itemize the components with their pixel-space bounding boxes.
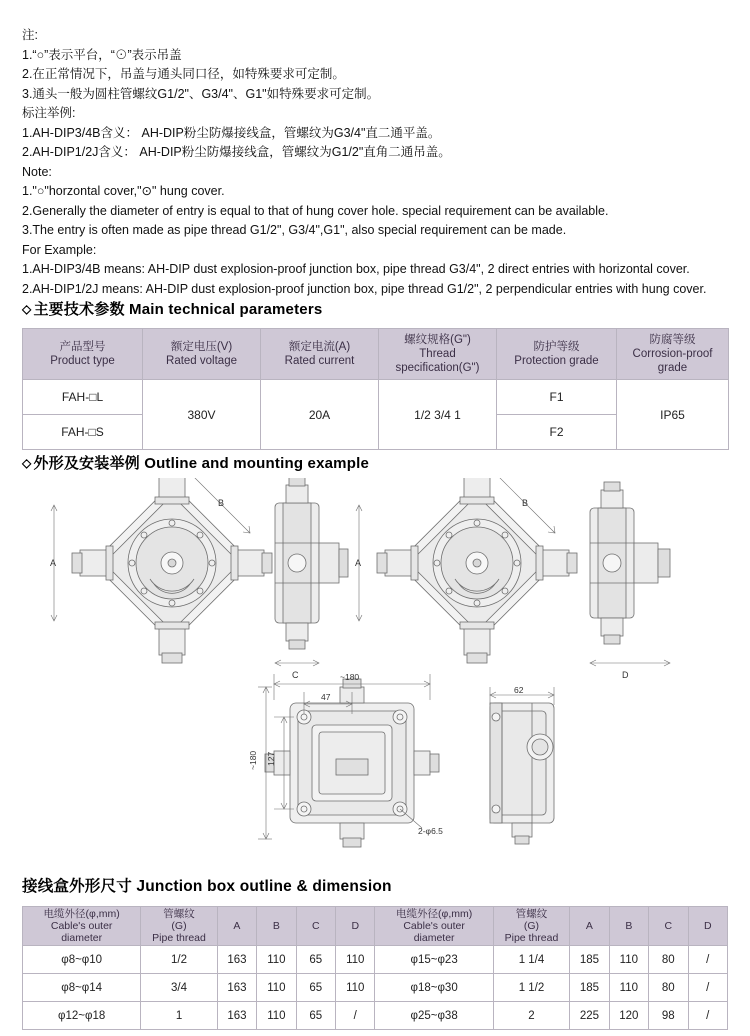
cell-pipe-thread: 1 [141, 1002, 217, 1030]
column-header-c-right: C [649, 907, 688, 946]
column-header-rated-current: 额定电流(A) Rated current [261, 329, 379, 380]
cell-thread-spec: 1/2 3/4 1 [379, 380, 497, 450]
cell-pipe-thread: 1 1/4 [493, 946, 569, 974]
column-header-b-right: B [609, 907, 648, 946]
cell-b: 110 [257, 1002, 296, 1030]
note-line: 2.Generally the diameter of entry is equal to that of hung cover hole. special requirement can be available. [22, 203, 609, 218]
cell-b: 110 [257, 946, 296, 974]
cell-b: 110 [257, 974, 296, 1002]
cell-a: 163 [217, 1002, 256, 1030]
note-line: 1.“○”表示平台，“⊙”表示吊盖 [22, 47, 182, 62]
cell-d: 110 [336, 946, 375, 974]
section-heading-dimension-text: 接线盒外形尺寸 Junction box outline & dimension [22, 878, 392, 895]
column-header-pipe-thread-right: 管螺纹 (G) Pipe thread [493, 907, 569, 946]
column-header-protection-grade: 防护等级 Protection grade [497, 329, 617, 380]
notes-block [22, 26, 728, 299]
label-a-top-left: A [50, 558, 57, 568]
cell-c: 65 [296, 946, 335, 974]
column-header-rated-voltage: 额定电压(V) Rated voltage [143, 329, 261, 380]
cell-b: 110 [609, 974, 648, 1002]
technical-drawings-svg [22, 478, 728, 853]
section-heading-dimension [22, 874, 392, 896]
cell-a: 185 [570, 946, 609, 974]
cell-cable-diameter: φ12~φ18 [23, 1002, 141, 1030]
column-header-pipe-thread-left: 管螺纹 (G) Pipe thread [141, 907, 217, 946]
cell-d: / [688, 1002, 728, 1030]
note-line: For Example: [22, 242, 97, 257]
note-line: 标注举例: [22, 106, 76, 120]
table-row [23, 380, 729, 415]
cell-cable-diameter: φ8~φ14 [23, 974, 141, 1002]
dim-180-top: ~180 [340, 672, 360, 682]
diamond-bullet-icon: ◇ [22, 456, 32, 470]
cell-product-type: FAH-□S [23, 415, 143, 450]
column-header-d-left: D [336, 907, 375, 946]
table-header-row [23, 907, 728, 946]
cell-cable-diameter: φ25~φ38 [375, 1002, 493, 1030]
cell-pipe-thread: 1 1/2 [493, 974, 569, 1002]
column-header-thread-specification: 螺纹规格(G") Thread specification(G") [379, 329, 497, 380]
section-heading-outline-text: 外形及安装举例 Outline and mounting example [33, 455, 369, 472]
table-row [23, 1002, 728, 1030]
cell-protection-grade: F2 [497, 415, 617, 450]
cell-a: 163 [217, 974, 256, 1002]
cell-cable-diameter: φ15~φ23 [375, 946, 493, 974]
column-header-cable-diameter-right: 电缆外径(φ,mm) Cable's outer diameter [375, 907, 493, 946]
cell-b: 120 [609, 1002, 648, 1030]
note-line: 2.AH-DIP1/2J含义： AH-DIP粉尘防爆接线盒，管螺纹为G1/2"直角二通吊盖。 [22, 145, 451, 159]
section-heading-parameters-text: 主要技术参数 Main technical parameters [33, 301, 323, 318]
label-d-top-right: D [622, 670, 629, 680]
note-line: 3.通头一般为圆柱管螺纹G1/2"、G3/4"、G1"如特殊要求可定制。 [22, 86, 380, 101]
cell-a: 225 [570, 1002, 609, 1030]
note-line: 2.在正常情况下，吊盖与通头同口径，如特殊要求可定制。 [22, 67, 345, 81]
cell-d: / [688, 946, 728, 974]
table-header-row [23, 329, 729, 380]
dim-180-side: ~180 [248, 750, 258, 770]
drawing-top-left-side [275, 478, 348, 666]
cell-rated-current: 20A [261, 380, 379, 450]
main-technical-parameters-table [22, 328, 729, 450]
note-line: 1."○"horzontal cover,"⊙" hung cover. [22, 184, 225, 198]
diamond-bullet-icon: ◇ [22, 302, 32, 316]
drawing-top-right-side [590, 482, 670, 666]
column-header-c-left: C [296, 907, 335, 946]
table-row [23, 974, 728, 1002]
dim-127: 127 [266, 751, 276, 766]
dim-hole-note: 2-φ6.5 [418, 826, 443, 836]
label-b-top-right: B [522, 498, 529, 508]
note-line: 1.AH-DIP3/4B means: AH-DIP dust explosion-proof junction box, pipe thread G3/4", 2 direct entries with horizontal cover. [22, 262, 690, 276]
drawing-top-left [51, 478, 272, 663]
cell-protection-grade: F1 [497, 380, 617, 415]
cell-rated-voltage: 380V [143, 380, 261, 450]
drawing-bottom-side [490, 687, 554, 844]
column-header-a-right: A [570, 907, 609, 946]
cell-corrosion-grade: IP65 [617, 380, 729, 450]
dim-62: 62 [514, 685, 524, 695]
column-header-d-right: D [688, 907, 728, 946]
cell-c: 80 [649, 946, 688, 974]
drawing-top-right [356, 478, 577, 663]
cell-pipe-thread: 3/4 [141, 974, 217, 1002]
cell-c: 80 [649, 974, 688, 1002]
cell-product-type: FAH-□L [23, 380, 143, 415]
label-a-top-right: A [355, 558, 362, 568]
section-heading-parameters [22, 298, 322, 319]
note-line: Note: [22, 164, 52, 179]
column-header-b-left: B [257, 907, 296, 946]
cell-d: / [688, 974, 728, 1002]
note-line: 3.The entry is often made as pipe thread G1/2", G3/4",G1", also special requirement can be made. [22, 223, 567, 237]
cell-c: 65 [296, 1002, 335, 1030]
column-header-a-left: A [217, 907, 256, 946]
junction-box-dimension-table [22, 906, 728, 1030]
column-header-cable-diameter-left: 电缆外径(φ,mm) Cable's outer diameter [23, 907, 141, 946]
cell-a: 163 [217, 946, 256, 974]
cell-c: 65 [296, 974, 335, 1002]
outline-drawings [22, 478, 728, 853]
note-line: 2.AH-DIP1/2J means: AH-DIP dust explosion-proof junction box, pipe thread G1/2", 2 perpendicular entries with hung cover. [22, 281, 707, 296]
cell-a: 185 [570, 974, 609, 1002]
table-row [23, 946, 728, 974]
cell-pipe-thread: 2 [493, 1002, 569, 1030]
column-header-product-type: 产品型号 Product type [23, 329, 143, 380]
label-b-top-left: B [218, 498, 225, 508]
cell-d: / [336, 1002, 375, 1030]
cell-cable-diameter: φ8~φ10 [23, 946, 141, 974]
cell-b: 110 [609, 946, 648, 974]
column-header-corrosion-grade: 防腐等级 Corrosion-proof grade [617, 329, 729, 380]
cell-pipe-thread: 1/2 [141, 946, 217, 974]
note-line: 1.AH-DIP3/4B含义： AH-DIP粉尘防爆接线盒，管螺纹为G3/4"直二通平盖。 [22, 125, 441, 140]
note-line: 注: [22, 28, 38, 42]
cell-cable-diameter: φ18~φ30 [375, 974, 493, 1002]
cell-c: 98 [649, 1002, 688, 1030]
label-c-top-left: C [292, 670, 299, 680]
dim-47: 47 [321, 692, 331, 702]
section-heading-outline [22, 452, 369, 473]
cell-d: 110 [336, 974, 375, 1002]
